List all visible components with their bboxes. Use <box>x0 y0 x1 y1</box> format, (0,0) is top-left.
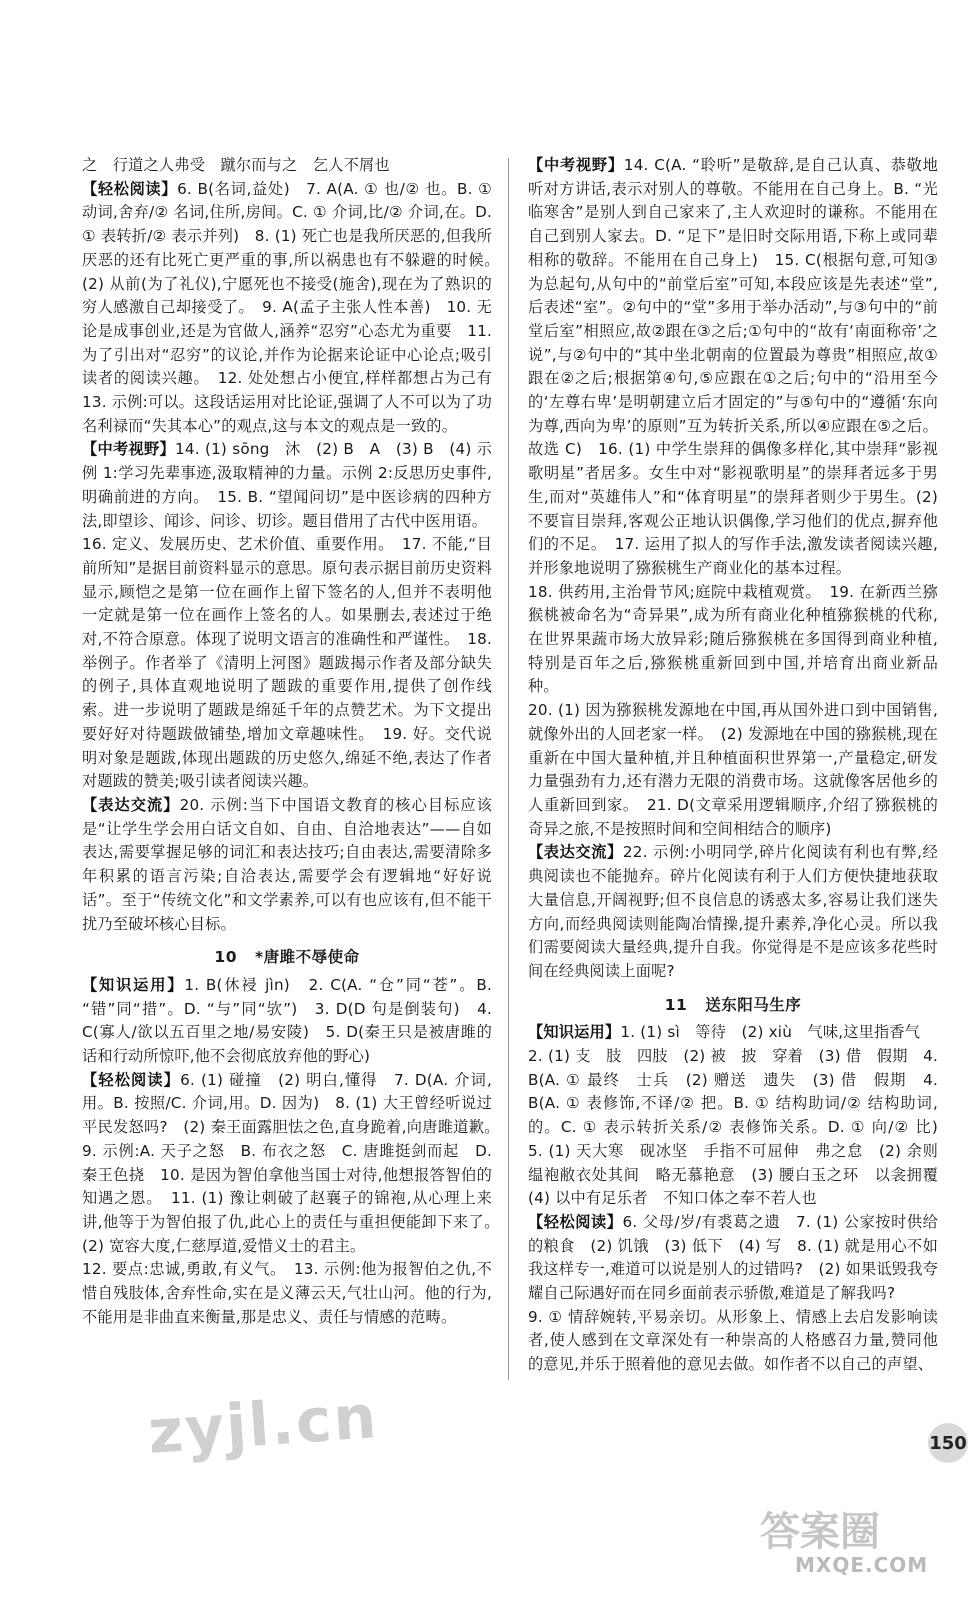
left-column <box>82 154 508 1329</box>
answer-text: 6. 父母/岁/有裘葛之遗 7. (1) 公家按时供给的粮食 (2) 饥饿 (3) 低下 (4) 写 8. (1) 就是用心不如我这样专一,难道可以说是别人的过错吗? (2) 如果诋毁我夸耀自己际遇好而在同乡面前表示骄傲,难道是了解我吗? <box>528 1212 938 1303</box>
answer-paragraph <box>528 1021 938 1045</box>
answer-text: 20. 示例:当下中国语文教育的核心目标应该是“让学生学会用白话文自如、自由、自洽地表达”——自如表达,需要掌握足够的词汇和表达技巧;自由表达,需要清除多年积累的语言污染;自洽表达,需要学会有逻辑地“好好说话”。至于“传统文化”和文学素养,可以有也应该有,但不能干扰乃至破坏核心目标。 <box>82 795 493 933</box>
section-tag: 【轻松阅读】 <box>82 179 178 198</box>
answer-text: 6. B(名词,益处) 7. A(A. ① 也/② 也。B. ① 动词,舍弃/② 名词,住所,房间。C. ① 介词,比/② 介词,在。D. ① 表转折/② 表示并列) 8. (1) 死亡也是我所厌恶的,但我所厌恶的还有比死亡更严重的事,所以祸患也有不躲避的时候。 (2) 从前(为了礼仪),宁愿死也不接受(施舍),现在为了熟识的穷人感激自己却接受了。 9. A(孟子主张人性本善) 10. 无论是成事创业,还是为官做人,涵养“忍穷”心态尤为重要 11. 为了引出对“忍穷”的议论,并作为论据来论证中心论点;吸引读者的阅读兴趣。 12. 处处想占小便宜,样样都想占为己有 13. 示例:可以。这段话运用对比论证,强调了人不可以为了功名利禄而“失其本心”的观点,这与本文的观点是一致的。 <box>82 179 508 435</box>
answer-text: 9. ① 情辞婉转,平易亲切。从形象上、情感上去启发影响读者,使人感到在文章深处有一种崇高的人格感召力量,赞同他的意见,并乐于照着他的意见去做。如作者不以自己的声望、 <box>528 1307 938 1374</box>
answer-paragraph <box>82 178 508 439</box>
answer-paragraph <box>82 1069 508 1259</box>
column-divider <box>508 158 509 1380</box>
section-heading: 送东阳马生序 <box>705 995 802 1014</box>
section-tag: 【轻松阅读】 <box>82 1070 181 1089</box>
section-number: 11 <box>664 995 688 1014</box>
answer-paragraph <box>82 974 492 1069</box>
answer-paragraph <box>82 794 492 936</box>
section-tag: 【表达交流】 <box>82 795 180 814</box>
left-paragraphs-2 <box>82 974 508 1330</box>
watermark-logo: zyjl.cn <box>145 1382 381 1468</box>
section-title-11 <box>528 994 938 1018</box>
right-paragraphs-2 <box>528 1021 954 1377</box>
answer-text: 20. (1) 因为猕猴桃发源地在中国,再从国外进口到中国销售,就像外出的人回老家一样。 (2) 发源地在中国的猕猴桃,现在重新在中国大量种植,并且种植面积世界第一,产量稳定,研发力量强劲有力,还有潜力无限的消费市场。这就像客居他乡的人重新回到家。 21. D(文章采用逻辑顺序,介绍了猕猴桃的奇异之旅,不是按照时间和空间相结合的顺序) <box>528 701 938 838</box>
section-tag: 【轻松阅读】 <box>528 1212 623 1231</box>
answer-text: 14. C(A. “聆听”是敬辞,是自己认真、恭敬地听对方讲话,表示对别人的尊敬。不能用在自己身上。B. “光临寒舍”是别人到自己家来了,主人欢迎时的谦称。不能用在自己到别人家去。D. “足下”是旧时交际用语,下称上或同辈相称的敬辞。不能用在自己身上) 15. C(根据句意,可知③为总起句,从句中的“前堂后室”可知,本段应该是先表述“堂”,后表述“室”。②句中的“堂”多用于举办活动”,与③句中的“前堂后室”相照应,故②跟在③之后;①句中的“故有‘南面称帝’之说”,与②句中的“其中坐北朝南的位置最为尊贵”相照应,故①跟在②之后;根据第④句,⑤应跟在①之后;句中的“沿用至今的‘左尊右卑’是明朝建立后才固定的”与⑤句中的“遵循‘东向为尊,西向为卑’的原则”互为转折关系,所以④应跟在⑤之后。故选 C) 16. (1) 中学生崇拜的偶像多样化,其中崇拜“影视歌明星”者居多。女生中对“影视歌明星”的崇拜者远多于男生,而对“英雄伟人”和“体育明星”的崇拜者则少于男生。(2) 不要盲目崇拜,客观公正地认识偶像,学习他们的优点,摒弃他们的不足。 17. 运用了拟人的写作手法,激发读者阅读兴趣,并形象地说明了猕猴桃生产商业化的基本过程。 <box>528 156 938 577</box>
right-paragraphs <box>528 154 938 984</box>
answer-paragraph <box>528 1045 954 1211</box>
answer-paragraph <box>82 533 492 794</box>
answer-text: 14. (1) sōng 沐 (2) B A (3) B (4) 示例 1:学习先辈事迹,汲取精神的力量。示例 2:反思历史事件,明确前进的方向。 15. B. “望闻问切”是中医诊病的四种方法,即望诊、闻诊、问诊、切诊。题目借用了古代中医用语。 <box>82 440 492 530</box>
answer-paragraph <box>528 841 938 983</box>
answer-text: 之 行道之人弗受 蹴尔而与之 乞人不屑也 <box>82 156 390 174</box>
section-tag: 【知识运用】 <box>528 1023 621 1042</box>
answer-paragraph <box>528 699 938 841</box>
section-tag: 【中考视野】 <box>528 156 624 174</box>
answer-text: 6. (1) 碰撞 (2) 明白,懂得 7. D(A. 介词,用。B. 按照/C. 介词,用。D. 因为) 8. (1) 大王曾经听说过平民发怒吗? (2) 秦王面露胆怯之色,直身跪着,向唐雎道歉。 9. 示例:A. 天子之怒 B. 布衣之怒 C. 唐雎挺剑而起 D. 秦王色挠 10. 是因为智伯拿他当国士对待,他想报答智伯的知遇之恩。 11. (1) 豫让刺破了赵襄子的锦袍,从心理上来讲,他等于为智伯报了仇,此心上的责任与重担便能卸下来了。 (2) 宽容大度,仁慈厚道,爱惜义士的君主。 <box>82 1070 508 1255</box>
answer-paragraph <box>82 1258 492 1329</box>
watermark-stamp: 答案圈 <box>760 1509 880 1555</box>
left-paragraphs <box>82 154 508 936</box>
answer-text: 2. (1) 支 肢 四肢 (2) 被 披 穿着 (3) 借 假期 4. B(A. ① 最终 士兵 (2) 赠送 遗失 (3) 借 假期 4. B(A. ① 表修饰,不译/② 把。B. ① 结构助词/② 结构助词,的。C. ① 表示转折关系/② 表修饰关系。D. ① 向/② 比) 5. (1) 天大寒 砚冰坚 手指不可屈伸 弗之怠 (2) 余则缊袍敝衣处其间 略无慕艳意 (3) 腰白玉之环 以衾拥覆 (4) 以中有足乐者 不知口体之奉不若人也 <box>528 1047 954 1208</box>
section-tag: 【表达交流】 <box>528 843 623 862</box>
answer-text: 16. 定义、发展历史、艺术价值、重要作用。 17. 不能,“目前所知”是据目前资料显示的意思。原句表示据目前历史资料显示,顾恺之是第一位在画作上留下签名的人,但并不表明他一定就是第一位在画作上签名的人。如果删去,表述过于绝对,不符合原意。体现了说明文语言的准确性和严谨性。 18. 举例子。作者举了《清明上河图》题跋揭示作者及部分缺失的例子,具体直观地说明了题跋的重要作用,提供了创作线索。进一步说明了题跋是绵延千年的点赞艺术。为下文提出要好好对待题跋做铺垫,增加文章趣味性。 19. 好。交代说明对象是题跋,体现出题跋的历史悠久,绵延不绝,表达了作者对题跋的赞美;吸引读者阅读兴趣。 <box>82 535 492 791</box>
answer-paragraph <box>528 581 938 700</box>
right-column <box>528 154 954 1377</box>
answer-text: 18. 供药用,主治骨节风;庭院中栽植观赏。 19. 在新西兰猕猴桃被命名为“奇异果”,成为所有商业化种植猕猴桃的代称,在世界果蔬市场大放异彩;随后猕猴桃在多国得到商业种植,特别是百年之后,猕猴桃重新回到中国,并培育出商业新品种。 <box>528 582 938 696</box>
watermark-url: MXQE.COM <box>795 1553 929 1577</box>
answer-text: 22. 示例:小明同学,碎片化阅读有利也有弊,经典阅读也不能抛弃。碎片化阅读有利于人们方便快捷地获取大量信息,开阔视野;但不良信息的诱惑太多,容易让我们迷失方向,而经典阅读则能陶冶情操,提升素养,净化心灵。所以我们需要阅读大量经典,提升自我。你觉得是不是应该多花些时间在经典阅读上面呢? <box>528 843 939 980</box>
answer-paragraph <box>528 154 938 581</box>
answer-paragraph <box>82 438 492 533</box>
section-tag: 【中考视野】 <box>82 440 176 459</box>
section-tag: 【知识运用】 <box>82 975 185 994</box>
answer-text: 1. (1) sì 等待 (2) xiù 气味,这里指香气 <box>620 1023 921 1042</box>
section-title-10 <box>82 946 492 970</box>
section-number: 10 <box>214 948 237 967</box>
answer-text: 12. 要点:忠诚,勇敢,有义气。 13. 示例:他为报智伯之仇,不惜自残肢体,舍弃性命,实在是义薄云天,气壮山河。他的行为,不能用是非曲直来衡量,那是忠义、责任与情感的范畴。 <box>82 1260 492 1326</box>
answer-text: 1. B(休祲 jìn) 2. C(A. “仓”同“苍”。B. “错”同“措”。D. “与”同“欤”) 3. D(D 句是倒装句) 4. C(寡人/欲以五百里之地/易安陵) 5. D(秦王只是被唐雎的话和行动所惊吓,他不会彻底放弃他的野心) <box>82 975 492 1066</box>
answer-paragraph <box>82 154 492 178</box>
answer-paragraph <box>528 1306 938 1377</box>
answer-paragraph <box>528 1211 938 1306</box>
section-heading: *唐雎不辱使命 <box>254 948 360 967</box>
page-number-badge: 150 <box>928 1423 968 1463</box>
